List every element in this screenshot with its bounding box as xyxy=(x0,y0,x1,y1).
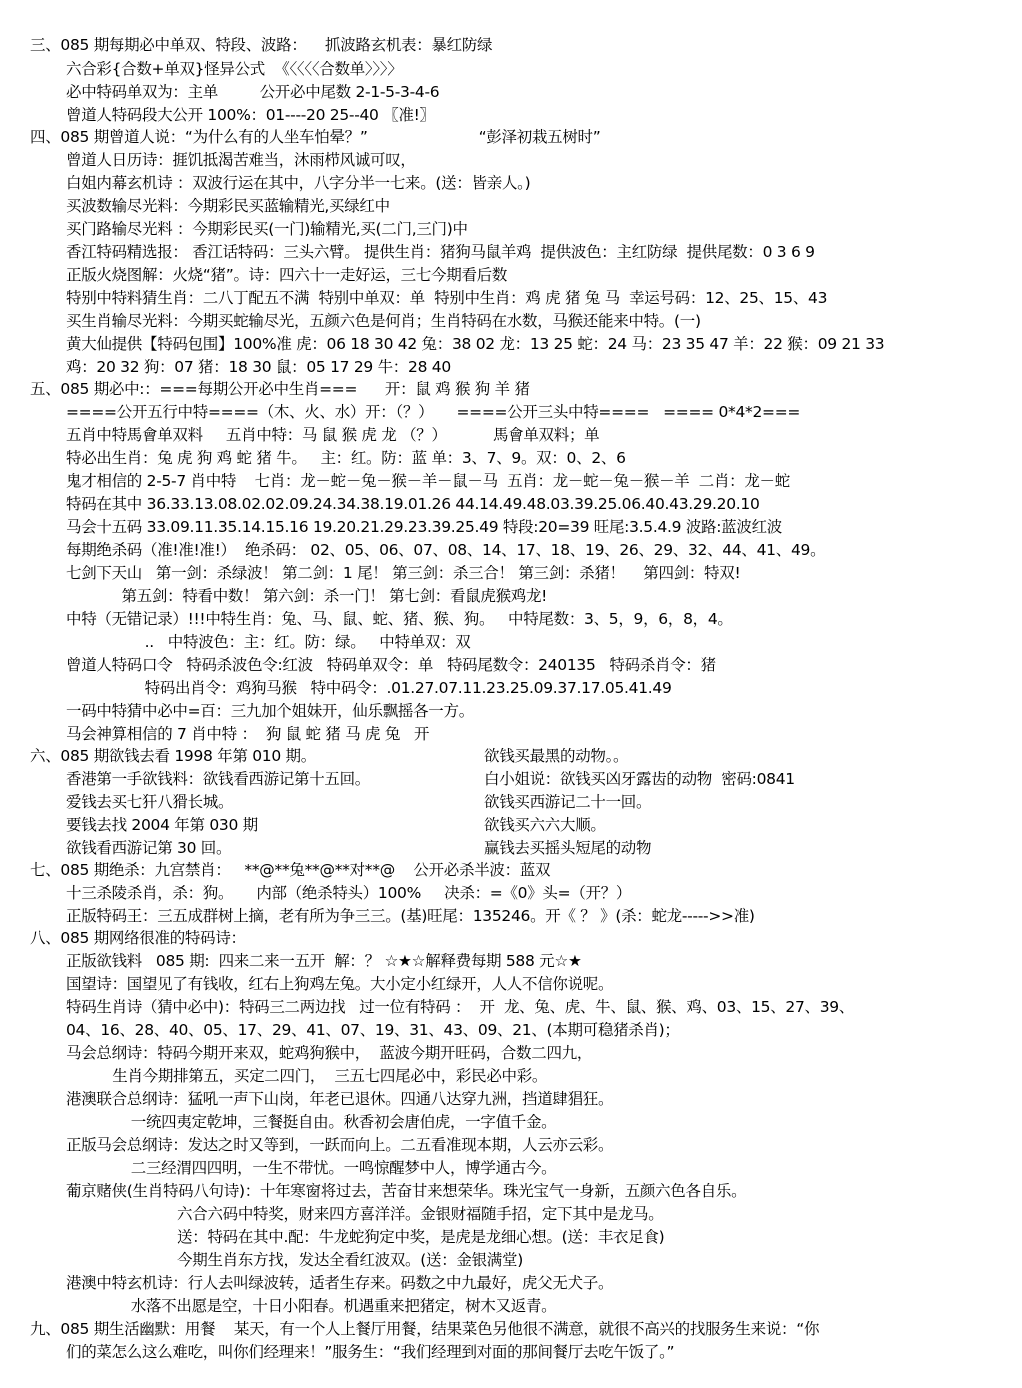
section-6-right-line: 欲钱买西游记二十一回。 xyxy=(484,793,652,811)
section-8-line: 六合六码中特奖，财来四方喜洋洋。金银财福随手招，定下其中是龙马。 xyxy=(66,1205,664,1223)
section-4-line: 鸡：20 32 狗：07 猪：18 30 鼠：05 17 29 牛：28 40 xyxy=(66,358,451,376)
section-8-line: 港澳联合总纲诗：猛吼一声下山岗，年老已退休。四通八达穿九洲，挡道肆猖狂。 xyxy=(66,1090,614,1108)
section-4-line: 香江特码精选报： 香江话特码：三头六臂。 提供生肖：猪狗马鼠羊鸡 提供波色：主红防绿 提供尾数：0 3 6 9 xyxy=(66,243,815,261)
section-8-line: 正版欲钱料 085 期: 四来二来一五开 解：？ ☆★☆解释费每期 588 元☆★ xyxy=(66,952,582,970)
section-5-line: 七剑下天山 第一剑：杀绿波！ 第二剑：1 尾！ 第三剑：杀三合！ 第三剑：杀猪！ 第四剑：特双! xyxy=(66,564,741,582)
section-5-line: 特码在其中 36.33.13.08.02.02.09.24.34.38.19.01.26 44.14.49.48.03.39.25.06.40.43.29.20.10 xyxy=(66,495,760,513)
section-8-line: 水落不出愿是空，十日小阳春。机遇重来把猪定，树木又返青。 xyxy=(66,1297,557,1315)
section-5-line: 马会十五码 33.09.11.35.14.15.16 19.20.21.29.23.39.25.49 特段:20=39 旺尾:3.5.4.9 波路:蓝波红波 xyxy=(66,518,782,536)
section-4-line: 白姐内幕玄机诗 ：双波行运在其中，八字分半一七来。(送：皆亲人。) xyxy=(66,174,531,192)
section-5-line: 每期绝杀码（准!准!准!） 绝杀码： 02、05、06、07、08、14、17、18、19、26、29、32、44、41、49。 xyxy=(66,541,826,559)
section-6-heading: 六、085 期欲钱去看 1998 年第 010 期。 xyxy=(30,747,316,765)
section-8-line: 特码生肖诗（猜中必中)：特码三二两边找 过一位有特码 ： 开 龙、兔、虎、牛、鼠、猴、鸡、03、15、27、39、 xyxy=(66,998,855,1016)
section-8-heading: 八、085 期网络很准的特码诗： xyxy=(30,929,246,947)
section-7-line: 正版特码王：三五成群树上摘，老有所为争三三。(基)旺尾：135246。开《 ？ 》(杀：蛇龙----->>准) xyxy=(66,907,755,925)
section-5-line: 马会神算相信的 7 肖中特 ： 狗 鼠 蛇 猪 马 虎 兔 开 xyxy=(66,725,430,743)
section-9-heading: 九、085 期生活幽默：用餐 某天，有一个人上餐厅用餐，结果菜色另他很不满意，就很不高兴的找服务生来说：“你 xyxy=(30,1320,820,1338)
section-7-heading: 七、085 期绝杀：九宫禁肖： **@**兔**@**对**@ 公开必杀半波：蓝双 xyxy=(30,861,551,879)
section-6-right-line: 欲钱买六六大顺。 xyxy=(484,816,606,834)
section-8-line: 港澳中特玄机诗：行人去叫绿波转，适者生存来。码数之中九最好，虎父无犬子。 xyxy=(66,1274,614,1292)
section-3-line: 必中特码单双为：主单 公开必中尾数 2-1-5-3-4-6 xyxy=(66,83,440,101)
section-4-heading: 四、085 期曾道人说：“为什么有的人坐车怕晕？” “彭泽初栽五树时” xyxy=(30,128,601,146)
section-4-line: 买生肖输尽光料：今期买蛇输尽光，五颜六色是何肖；生肖特码在水数，马猴还能来中特。(一) xyxy=(66,312,701,330)
section-8-line: 国望诗：国望见了有钱收，红右上狗鸡左兔。大小定小红绿开，人人不信你说呢。 xyxy=(66,975,614,993)
section-3-heading: 三、085 期每期必中单双、特段、波路： 抓波路玄机表：暴红防绿 xyxy=(30,36,493,54)
section-8-line: 04、16、28、40、05、17、29、41、07、19、31、43、09、21、(本期可稳猪杀肖)； xyxy=(66,1021,680,1039)
section-5-line: .. 中特波色：主：红。防：绿。 中特单双：双 xyxy=(66,633,471,651)
section-6-line: 香港第一手欲钱料：欲钱看西游记第十五回。 xyxy=(66,770,371,788)
section-5-heading: 五、085 期必中:：===每期公开必中生肖=== 开：鼠 鸡 猴 狗 羊 猪 xyxy=(30,380,530,398)
section-6-line: 爱钱去买七犴八猾长城。 xyxy=(66,793,234,811)
section-5-line: 一码中特猜中必中=百：三九加个姐妹开，仙乐飘摇各一方。 xyxy=(66,702,474,720)
section-4-line: 买门路输尽光料 ：今期彩民买(一门)输精光,买(二门,三门)中 xyxy=(66,220,468,238)
section-7-line: 十三杀陵杀肖，杀：狗。 内部（绝杀特头）100% 决杀：=《0》头=（开？） xyxy=(66,884,632,902)
section-4-line: 特别中特料猜生肖：二八丁配五不满 特别中单双：单 特别中生肖：鸡 虎 猪 兔 马 幸运号码：12、25、15、43 xyxy=(66,289,828,307)
section-5-line: 第五剑：特看中数！ 第六剑：杀一门！ 第七剑：看鼠虎猴鸡龙! xyxy=(66,587,548,605)
section-8-line: 葡京赌侠(生肖特码八句诗)：十年寒窗将过去，苦奋甘来想荣华。珠光宝气一身新，五颜六色各自乐。 xyxy=(66,1182,747,1200)
section-4-line: 正版火烧图解：火烧“猪”。诗：四六十一走好运，三七今期看后数 xyxy=(66,266,508,284)
section-5-line: 中特（无错记录）!!!中特生肖：兔、马、鼠、蛇、猪、猴、狗。 中特尾数：3、5，9，6，8，4。 xyxy=(66,610,733,628)
section-6-right-line: 白小姐说：欲钱买凶牙露齿的动物 密码:0841 xyxy=(484,770,795,788)
section-8-line: 一统四夷定乾坤，三餐挺自由。秋香初会唐伯虎，一字值千金。 xyxy=(66,1113,557,1131)
section-5-line: ====公开五行中特====（木、火、水）开：（？） ====公开三头中特==== ==== 0*4*2=== xyxy=(66,403,801,421)
section-6-line: 欲钱看西游记第 30 回。 xyxy=(66,839,232,857)
section-6-line: 要钱去找 2004 年第 030 期 xyxy=(66,816,258,834)
section-5-line: 特必出生肖：兔 虎 狗 鸡 蛇 猪 牛。 主：红。防：蓝 单：3、7、9。双：0、2、6 xyxy=(66,449,626,467)
section-4-line: 曾道人日历诗：捱饥抵渴苦难当，沐雨栉风诚可叹， xyxy=(66,151,416,169)
section-4-line: 黄大仙提供【特码包围】100%准 虎：06 18 30 42 兔：38 02 龙：13 25 蛇：24 马：23 35 47 羊：22 猴：09 21 33 xyxy=(66,335,885,353)
section-3-line: 曾道人特码段大公开 100%：01----20 25--40 〖准!〗 xyxy=(66,106,435,124)
section-8-line: 今期生肖东方找，发达全看红波双。(送：金银满堂) xyxy=(66,1251,523,1269)
section-9-line: 们的菜怎么这么难吃，叫你们经理来！”服务生：“我们经理到对面的那间餐厅去吃午饭了。” xyxy=(66,1343,675,1361)
section-6-right-line: 赢钱去买摇头短尾的动物 xyxy=(484,839,652,857)
section-5-line: 曾道人特码口令 特码杀波色令:红波 特码单双令：单 特码尾数令：240135 特码杀肖令：猪 xyxy=(66,656,716,674)
section-4-line: 买波数输尽光料：今期彩民买蓝输精光,买绿红中 xyxy=(66,197,390,215)
section-8-line: 生肖今期排第五，买定二四门， 三五七四尾必中，彩民必中彩。 xyxy=(66,1067,548,1085)
section-8-line: 正版马会总纲诗：发达之时又等到，一跃而向上。二五看准现本期，人云亦云彩。 xyxy=(66,1136,614,1154)
section-5-line: 五肖中特馬會单双料 五肖中特：马 鼠 猴 虎 龙 （？） 馬會单双料；单 xyxy=(66,426,600,444)
section-8-line: 马会总纲诗：特码今期开来双，蛇鸡狗猴中， 蓝波今期开旺码，合数二四九， xyxy=(66,1044,593,1062)
section-5-line: 特码出肖令：鸡狗马猴 特中码令：.01.27.07.11.23.25.09.37.17.05.41.49 xyxy=(66,679,672,697)
section-3-line: 六合彩{合数+单双}怪异公式 《〈〈〈〈合数单〉〉〉〉 xyxy=(66,60,403,78)
section-5-line: 鬼才相信的 2-5-7 肖中特 七肖：龙－蛇－兔－猴－羊－鼠－马 五肖：龙－蛇－兔－猴－羊 二肖：龙－蛇 xyxy=(66,472,790,490)
section-8-line: 二三经渭四四明，一生不带忧。一鸣惊醒梦中人，博学通古今。 xyxy=(66,1159,557,1177)
section-6-right-line: 欲钱买最黑的动物。。 xyxy=(484,747,629,765)
section-8-line: 送：特码在其中.配：牛龙蛇狗定中奖，是虎是龙细心想。(送：丰衣足食) xyxy=(66,1228,665,1246)
